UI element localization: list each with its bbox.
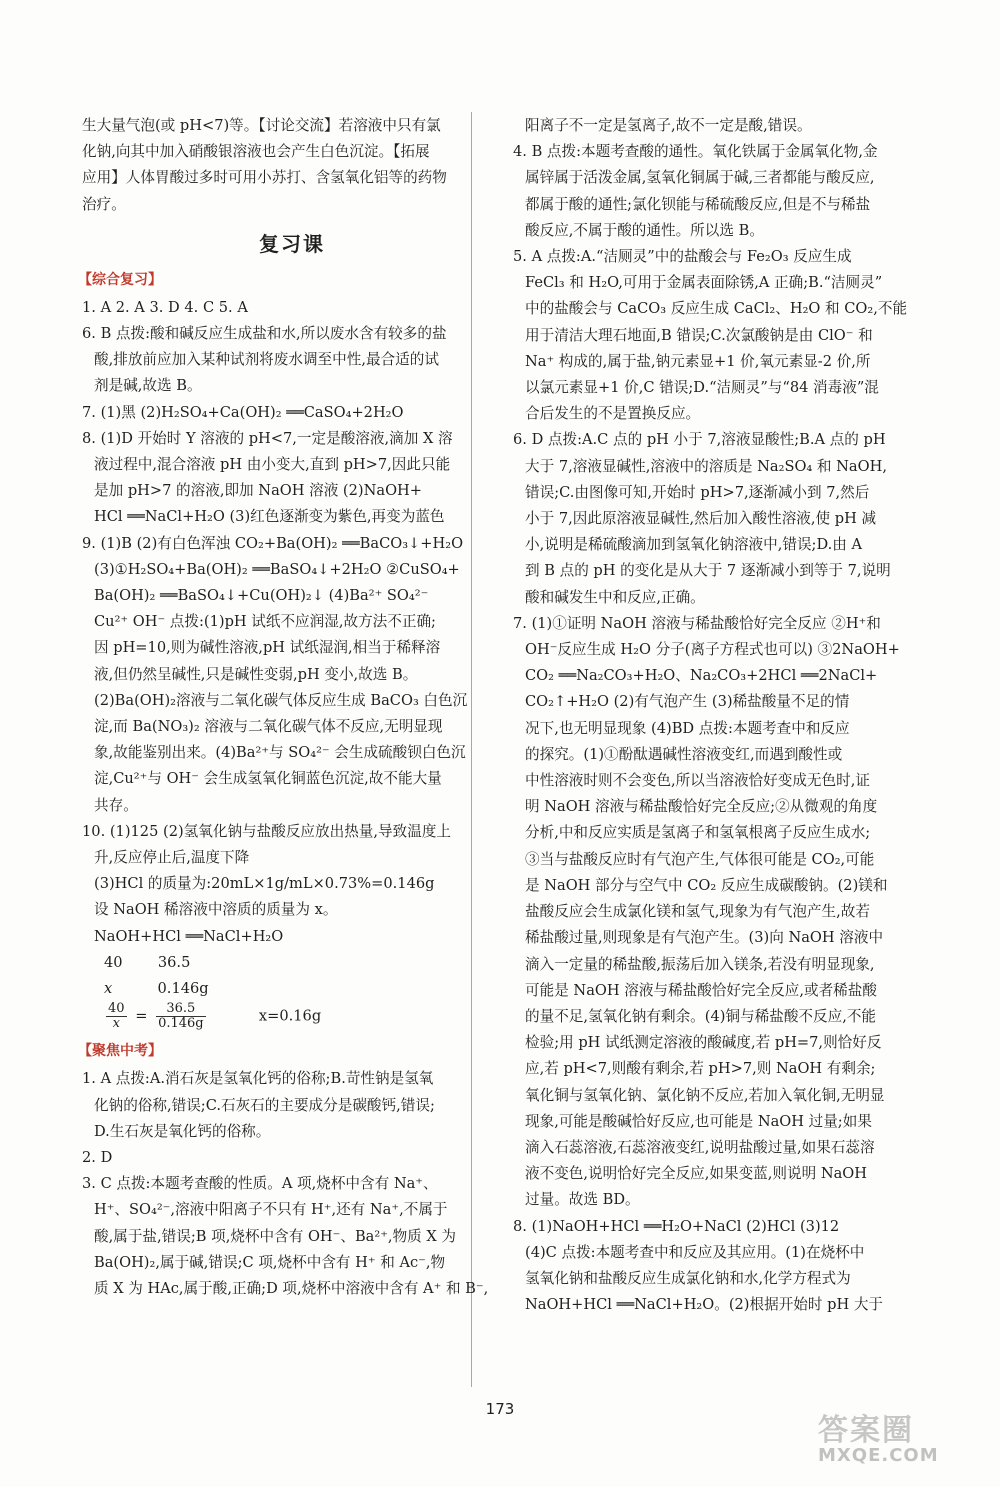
text-line: 8. (1)D 开始时 Y 溶液的 pH<7,一定是酸溶液,滴加 X 溶 [82,429,453,447]
text-line: 是 NaOH 部分与空气中 CO₂ 反应生成碳酸钠。(2)镁和 [525,876,888,894]
text-line: 酸反应,不属于酸的通性。所以选 B。 [525,221,764,239]
text-line: (3)①H₂SO₄+Ba(OH)₂ ══BaSO₄↓+2H₂O ②CuSO₄+ [94,560,460,578]
text-line: 升,反应停止后,温度下降 [94,849,250,867]
text-line: 氢氧化钠和盐酸反应生成氯化钠和水,化学方程式为 [525,1269,851,1287]
text-line: Na⁺ 构成的,属于盐,钠元素显+1 价,氧元素显-2 价,所 [525,352,871,370]
text-line: 共存。 [94,796,138,814]
text-line: 2. D [82,1148,113,1166]
text-line: 以氯元素显+1 价,C 错误;D.“洁厕灵”与“84 消毒液”混 [525,379,879,397]
text-line: 到 B 点的 pH 的变化是从大于 7 逐渐减小到等于 7,说明 [525,562,891,580]
page-number: 173 [485,1400,515,1418]
watermark-text: 答案圈 [818,1413,914,1448]
text-line: 况下,也无明显现象 (4)BD 点拨:本题考查中和反应 [525,719,850,737]
text-line: 9. (1)B (2)有白色浑浊 CO₂+Ba(OH)₂ ══BaCO₃↓+H₂O [82,534,464,552]
text-line: 滴入一定量的稀盐酸,振荡后加入镁条,若没有明显现象, [525,955,875,973]
text-line: 质 X 为 HAc,属于酸,正确;D 项,烧杯中溶液中含有 A⁺ 和 B⁻, [94,1279,489,1297]
text-line: ③当与盐酸反应时有气泡产生,气体很可能是 CO₂,可能 [525,850,875,868]
text-line: 阳离子不一定是氢离子,故不一定是酸,错误。 [525,117,812,134]
text-line: (4)C 点拨:本题考查中和反应及其应用。(1)在烧杯中 [525,1243,865,1261]
section-tag-exam: 【聚焦中考】 [78,1043,162,1060]
text-line: 滴入石蕊溶液,石蕊溶液变红,说明盐酸过量,如果石蕊溶 [525,1138,875,1156]
text-line: 属锌属于活泼金属,氢氧化铜属于碱,三者都能与酸反应, [525,169,875,187]
text-line: 治疗。 [82,195,126,213]
text-line: 4. B 点拨:本题考查酸的通性。氧化铁属于金属氧化物,金 [513,143,878,161]
calc-row [82,950,502,976]
text-line: CO₂↑+H₂O (2)有气泡产生 (3)稀盐酸量不足的情 [525,693,850,711]
watermark-url: MXQE.COM [818,1445,939,1466]
text-line: 酸和碱发生中和反应,正确。 [525,588,705,606]
text-line: 中性溶液时则不会变色,所以当溶液恰好变成无色时,证 [525,772,870,790]
text-line: Ba(OH)₂ ══BaSO₄↓+Cu(OH)₂↓ (4)Ba²⁺ SO₄²⁻ [94,587,429,605]
text-line: (2)Ba(OH)₂溶液与二氧化碳气体反应生成 BaCO₃ 白色沉 [94,691,468,709]
text-line: 应,若 pH<7,则酸有剩余,若 pH>7,则 NaOH 有剩余; [525,1060,876,1078]
text-line: 7. (1)①证明 NaOH 溶液与稀盐酸恰好完全反应 ②H⁺和 [513,614,881,632]
text-line: 的量不足,氢氧化钠有剩余。(4)铜与稀盐酸不反应,不能 [525,1007,877,1025]
text-line: 淀,而 Ba(NO₃)₂ 溶液与二氧化碳气体不反应,无明显现 [94,718,443,736]
text-line: OH⁻反应生成 H₂O 分子(离子方程式也可以) ③2NaOH+ [525,641,900,659]
text-line: 分析,中和反应实质是氢离子和氢氧根离子反应生成水; [525,824,871,842]
text-line: 液过程中,混合溶液 pH 由小变大,直到 pH>7,因此只能 [94,456,451,474]
text-line: 10. (1)125 (2)氢氧化钠与盐酸反应放出热量,导致温度上 [82,822,452,840]
text-line: HCl ══NaCl+H₂O (3)红色逐渐变为紫色,再变为蓝色 [94,508,445,526]
calculation-block [82,950,502,1036]
fraction: $\frac{36.5}{0.146g}$ [158,1001,204,1032]
text-line: 1. A 点拨:A.消石灰是氢氧化钙的俗称;B.苛性钠是氢氧 [82,1070,434,1088]
left-column [78,113,502,1302]
section-heading: 复习课 [259,231,325,256]
text-line: 3. C 点拨:本题考查酸的性质。A 项,烧杯中含有 Na⁺、 [82,1175,438,1193]
text-line: 5. A 点拨:A.“洁厕灵”中的盐酸会与 Fe₂O₃ 反应生成 [513,248,852,266]
text-line: 淀,Cu²⁺与 OH⁻ 会生成氢氧化铜蓝色沉淀,故不能大量 [94,770,442,788]
text-line: 小于 7,因此原溶液显碱性,然后加入酸性溶液,使 pH 减 [525,510,877,528]
text-line: NaOH+HCl ══NaCl+H₂O [94,927,284,945]
calc-proportion [82,1002,502,1036]
text-line: 设 NaOH 稀溶液中溶质的质量为 x。 [94,901,338,919]
text-line: 可能是 NaOH 溶液与稀盐酸恰好完全反应,或者稀盐酸 [525,981,877,999]
text-line: 中的盐酸会与 CaCO₃ 反应生成 CaCl₂、H₂O 和 CO₂,不能 [525,300,908,318]
text-line: 酸,排放前应加入某种试剂将废水调至中性,最合适的试 [94,351,439,369]
text-line: 化钠,向其中加入硝酸银溶液也会产生白色沉淀。【拓展 [82,143,430,161]
text-line: 稀盐酸过量,则现象是有气泡产生。(3)向 NaOH 溶液中 [525,929,884,947]
text-line: 大于 7,溶液显碱性,溶液中的溶质是 Na₂SO₄ 和 NaOH, [525,457,887,475]
text-line: 生大量气泡(或 pH<7)等。【讨论交流】若溶液中只有氯 [82,117,441,134]
text-line: 盐酸反应会生成氯化镁和氢气,现象为有气泡产生,故若 [525,903,870,921]
text-line: 明 NaOH 溶液与稀盐酸恰好完全反应;②从微观的角度 [525,798,878,816]
text-line: Ba(OH)₂,属于碱,错误;C 项,烧杯中含有 H⁺ 和 Ac⁻,物 [94,1253,446,1271]
calc-value: 36.5 [157,953,191,971]
text-line: D.生石灰是氧化钙的俗称。 [94,1122,271,1140]
calc-value: 40 [104,953,123,971]
text-line: FeCl₃ 和 H₂O,可用于金属表面除锈,A 正确;B.“洁厕灵” [525,274,883,292]
text-line: (3)HCl 的质量为:20mL×1g/mL×0.73%=0.146g [94,875,435,893]
text-line: NaOH+HCl ══NaCl+H₂O。(2)根据开始时 pH 大于 [525,1296,884,1314]
text-line: 1. A 2. A 3. D 4. C 5. A [82,298,248,316]
text-line: 7. (1)黑 (2)H₂SO₄+Ca(OH)₂ ══CaSO₄+2H₂O [82,403,404,421]
text-line: 都属于酸的通性;氯化钡能与稀硫酸反应,但是不与稀盐 [525,195,871,213]
section-tag-review: 【综合复习】 [78,271,162,288]
text-line: 用于清洁大理石地面,B 错误;C.次氯酸钠是由 ClO⁻ 和 [525,326,873,344]
text-line: 应用】人体胃酸过多时可用小苏打、含氢氧化铝等的药物 [82,169,447,187]
text-line: 液不变色,说明恰好完全反应,如果变蓝,则说明 NaOH [525,1165,867,1183]
fraction: $\frac{40}{x}$ [108,1001,125,1032]
text-line: 因 pH=10,则为碱性溶液,pH 试纸湿润,相当于稀释溶 [94,639,441,657]
text-line: 6. B 点拨:酸和碱反应生成盐和水,所以废水含有较多的盐 [82,325,447,343]
text-line: 现象,可能是酸碱恰好反应,也可能是 NaOH 过量;如果 [525,1112,872,1130]
text-line: 化钠的俗称,错误;C.石灰石的主要成分是碳酸钙,错误; [94,1096,435,1114]
watermark-logo [818,1405,978,1475]
text-line: 酸,属于盐,错误;B 项,烧杯中含有 OH⁻、Ba²⁺,物质 X 为 [94,1227,457,1245]
equals-sign: = [135,1007,148,1025]
text-line: 过量。故选 BD。 [525,1191,640,1209]
text-line: CO₂ ══Na₂CO₃+H₂O、Na₂CO₃+2HCl ══2NaCl+ [525,667,878,685]
right-column [513,113,931,1318]
text-line: 象,故能鉴别出来。(4)Ba²⁺与 SO₄²⁻ 会生成硫酸钡白色沉 [94,744,466,762]
text-line: Cu²⁺ OH⁻ 点拨:(1)pH 试纸不应润湿,故方法不正确; [94,613,436,631]
text-line: 小,说明是稀硫酸滴加到氢氧化钠溶液中,错误;D.由 A [525,536,863,554]
text-line: 合后发生的不是置换反应。 [525,405,701,423]
calc-value: x [104,980,113,998]
calc-result: x=0.16g [258,1007,322,1025]
text-line: 剂是碱,故选 B。 [94,377,202,395]
text-line: 8. (1)NaOH+HCl ══H₂O+NaCl (2)HCl (3)12 [513,1217,840,1235]
text-line: H⁺、SO₄²⁻,溶液中阳离子不只有 H⁺,还有 Na⁺,不属于 [94,1201,448,1219]
text-line: 氧化铜与氢氧化钠、氯化钠不反应,若加入氧化铜,无明显 [525,1086,885,1104]
text-line: 检验;用 pH 试纸测定溶液的酸碱度,若 pH=7,则恰好反 [525,1034,882,1052]
text-line: 错误;C.由图像可知,开始时 pH>7,逐渐减小到 7,然后 [525,483,870,501]
calc-row [82,976,502,1002]
text-line: 是加 pH>7 的溶液,即加 NaOH 溶液 (2)NaOH+ [94,482,422,500]
calc-value: 0.146g [157,980,209,998]
text-line: 的探究。(1)①酚酞遇碱性溶液变红,而遇到酸性或 [525,745,843,763]
text-line: 6. D 点拨:A.C 点的 pH 小于 7,溶液显酸性;B.A 点的 pH [513,431,886,449]
text-line: 液,但仍然呈碱性,只是碱性变弱,pH 变小,故选 B。 [94,665,418,683]
